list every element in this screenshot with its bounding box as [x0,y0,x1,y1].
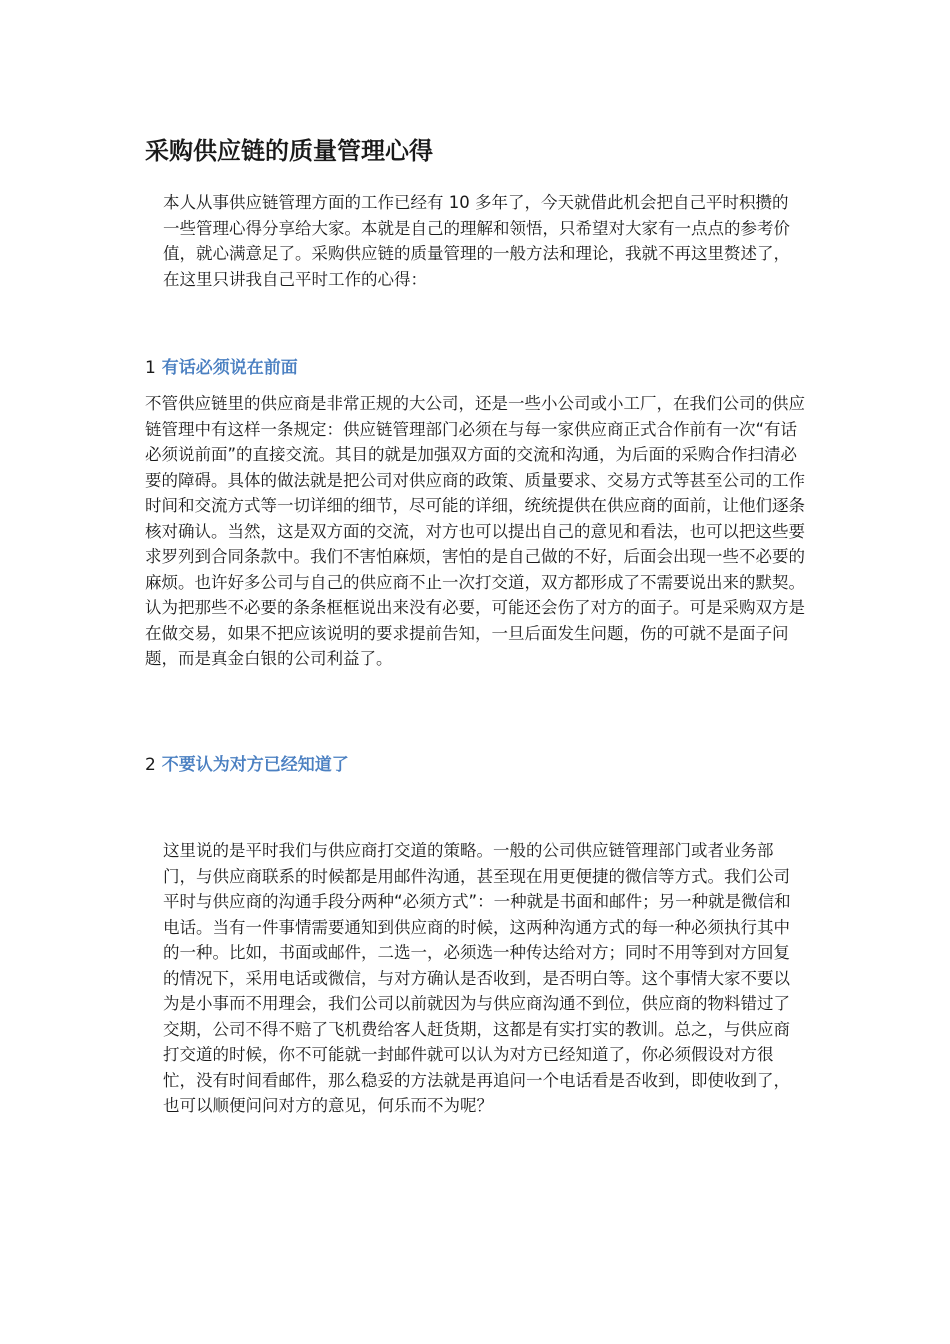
page-title: 采购供应链的质量管理心得 [145,137,433,165]
section-2-heading [145,752,349,778]
intro-paragraph: 本人从事供应链管理方面的工作已经有 10 多年了，今天就借此机会把自己平时积攒的一些管理心得分享给大家。本就是自己的理解和领悟，只希望对大家有一点点的参考价值，就心满意足了。采购供应链的质量管理的一般方法和理论，我就不再这里赘述了，在这里只讲我自己平时工作的心得： [163,193,790,289]
section-1-heading-text: 有话必须说在前面 [161,358,298,378]
section-1-heading [145,355,298,381]
section-2-heading-text: 不要认为对方已经知道了 [161,755,349,775]
section-2-body: 这里说的是平时我们与供应商打交道的策略。一般的公司供应链管理部门或者业务部门，与供应商联系的时候都是用邮件沟通，甚至现在用更便捷的微信等方式。我们公司平时与供应商的沟通手段分两种“必须方式”：一种就是书面和邮件；另一种就是微信和电话。当有一件事情需要通知到供应商的时候，这两种沟通方式的每一种必须执行其中的一种。比如，书面或邮件，二选一，必须选一种传达给对方；同时不用等到对方回复的情况下，采用电话或微信，与对方确认是否收到，是否明白等。这个事情大家不要以为是小事而不用理会，我们公司以前就因为与供应商沟通不到位，供应商的物料错过了交期，公司不得不赔了飞机费给客人赶货期，这都是有实打实的教训。总之，与供应商打交道的时候，你不可能就一封邮件就可以认为对方已经知道了，你必须假设对方很忙，没有时间看邮件，那么稳妥的方法就是再追问一个电话看是否收到，即使收到了，也可以顺便问问对方的意见，何乐而不为呢？ [163,841,791,1115]
section-1-number: 1 [145,358,156,378]
section-2-number: 2 [145,755,156,775]
section-1-body: 不管供应链里的供应商是非常正规的大公司，还是一些小公司或小工厂，在我们公司的供应链管理中有这样一条规定：供应链管理部门必须在与每一家供应商正式合作前有一次“有话必须说前面”的直接交流。其目的就是加强双方面的交流和沟通，为后面的采购合作扫清必要的障碍。具体的做法就是把公司对供应商的政策、质量要求、交易方式等甚至公司的工作时间和交流方式等一切详细的细节，尽可能的详细，统统提供在供应商的面前，让他们逐条核对确认。当然，这是双方面的交流，对方也可以提出自己的意见和看法，也可以把这些要求罗列到合同条款中。我们不害怕麻烦，害怕的是自己做的不好，后面会出现一些不必要的麻烦。也许好多公司与自己的供应商不止一次打交道，双方都形成了不需要说出来的默契。认为把那些不必要的条条框框说出来没有必要，可能还会伤了对方的面子。可是采购双方是在做交易，如果不把应该说明的要求提前告知，一旦后面发生问题，伤的可就不是面子问题，而是真金白银的公司利益了。 [145,394,805,668]
